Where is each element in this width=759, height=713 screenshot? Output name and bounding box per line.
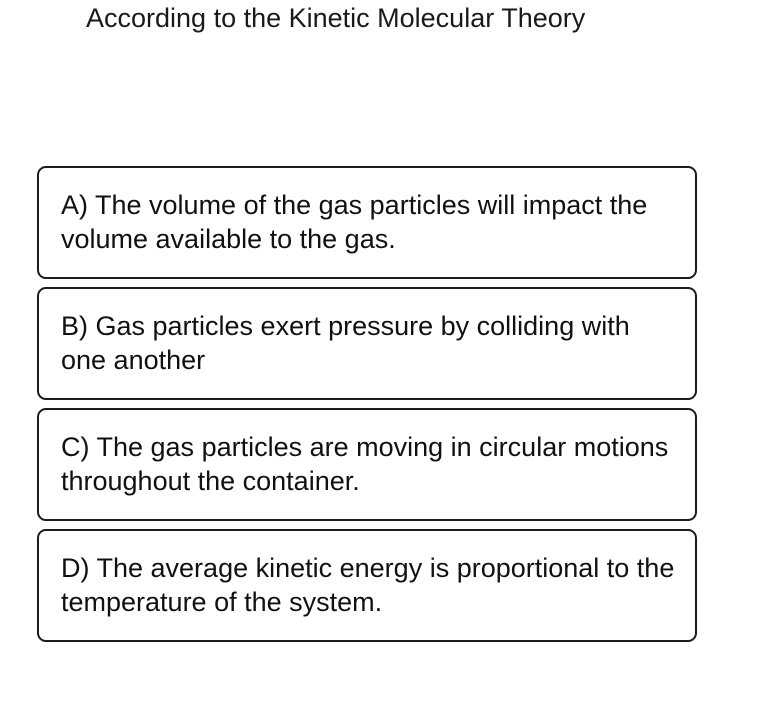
choice-b-button[interactable] [37,287,697,400]
choice-d-button[interactable] [37,529,697,642]
choice-a-button[interactable] [37,166,697,279]
choice-a-label: A) The volume of the gas particles will impact the volume available to the gas. [61,190,648,254]
question-text: According to the Kinetic Molecular Theory [86,3,586,33]
answer-choices [37,166,697,642]
choice-b-label: B) Gas particles exert pressure by colliding with one another [61,311,630,375]
choice-d-label: D) The average kinetic energy is proportional to the temperature of the system. [61,553,675,617]
choice-c-button[interactable] [37,408,697,521]
choice-c-label: C) The gas particles are moving in circular motions throughout the container. [61,432,669,496]
